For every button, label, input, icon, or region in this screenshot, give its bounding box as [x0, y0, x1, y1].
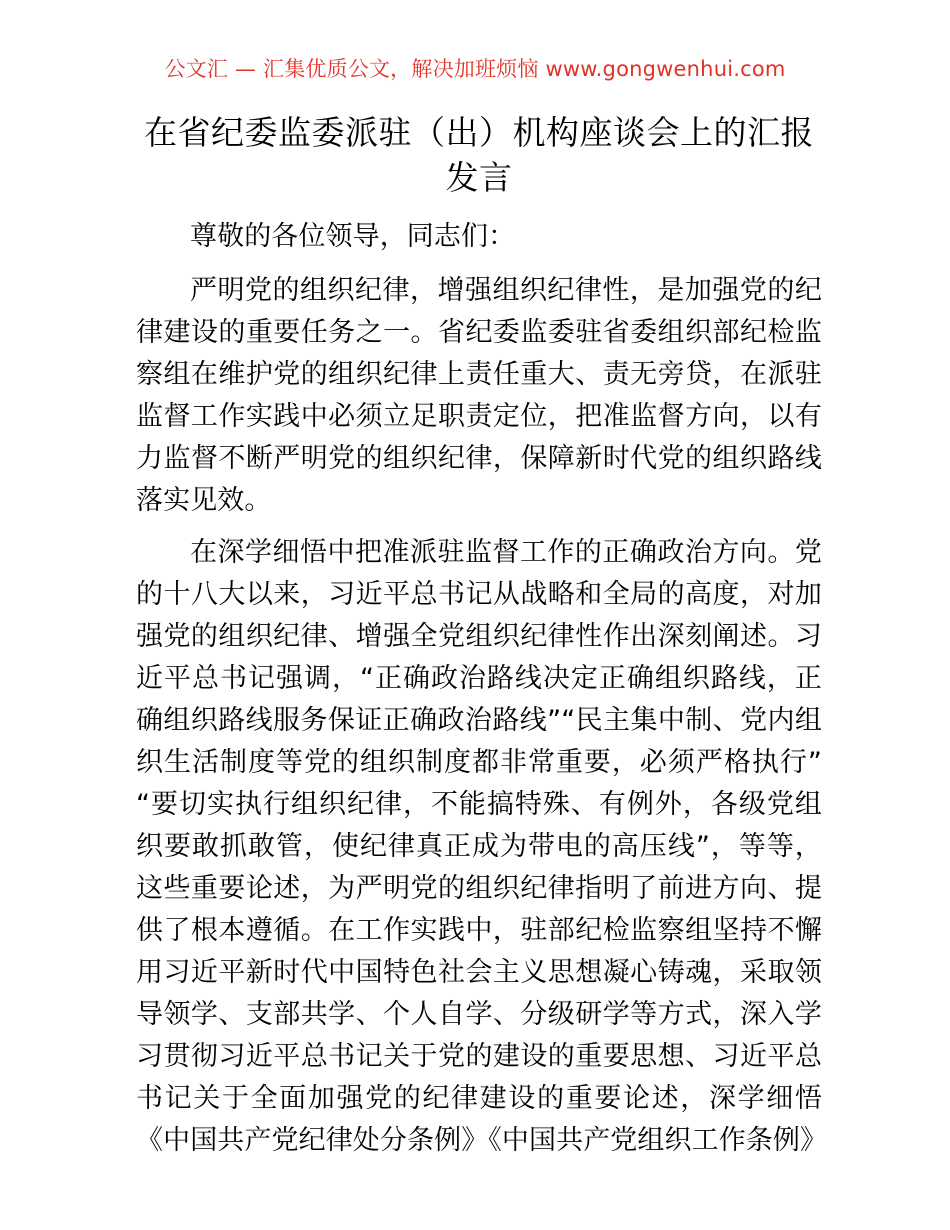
salutation-paragraph: 尊敬的各位领导，同志们： — [190, 221, 516, 252]
watermark-brand-text: 公文汇 — 汇集优质公文，解决加班烦恼 — [164, 57, 539, 81]
body-paragraph-2: 在深学细悟中把准派驻监督工作的正确政治方向。党的十八大以来，习近平总书记从战略和全局的高度，对加强党的组织纪律、增强全党组织纪律性作出深刻阐述。习近平总书记强调，“正确政治路线决定正确组织路线，正确组织路线服务保证正确政治路线”“民主集中制、党内组织生活制度等党的组织制度都非常重要，必须严格执行”“要切实执行组织纪律，不能搞特殊、有例外，各级党组织要敢抓敢管，使纪律真正成为带电的高压线”，等等，这些重要论述，为严明党的组织纪律指明了前进方向、提供了根本遵循。在工作实践中，驻部纪检监察组坚持不懈用习近平新时代中国特色社会主义思想凝心铸魂，采取领导领学、支部共学、个人自学、分级研学等方式，深入学习贯彻习近平总书记关于党的建设的重要思想、习近平总书记关于全面加强党的纪律建设的重要论述，深学细悟《中国共产党纪律处分条例》《中国共产党组织工作条例》 — [136, 537, 828, 1156]
page-title: 在省纪委监委派驻（出）机构座谈会上的汇报发言 — [144, 113, 814, 197]
site-watermark — [0, 54, 950, 84]
document-body — [136, 110, 828, 1162]
body-paragraph-1: 严明党的组织纪律，增强组织纪律性，是加强党的纪律建设的重要任务之一。省纪委监委驻省委组织部纪检监察组在维护党的组织纪律上责任重大、责无旁贷，在派驻监督工作实践中必须立足职责定位，把准监督方向，以有力监督不断严明党的组织纪律，保障新时代党的组织路线落实见效。 — [136, 275, 822, 516]
watermark-url-text: www.gongwenhui.com — [545, 57, 786, 81]
